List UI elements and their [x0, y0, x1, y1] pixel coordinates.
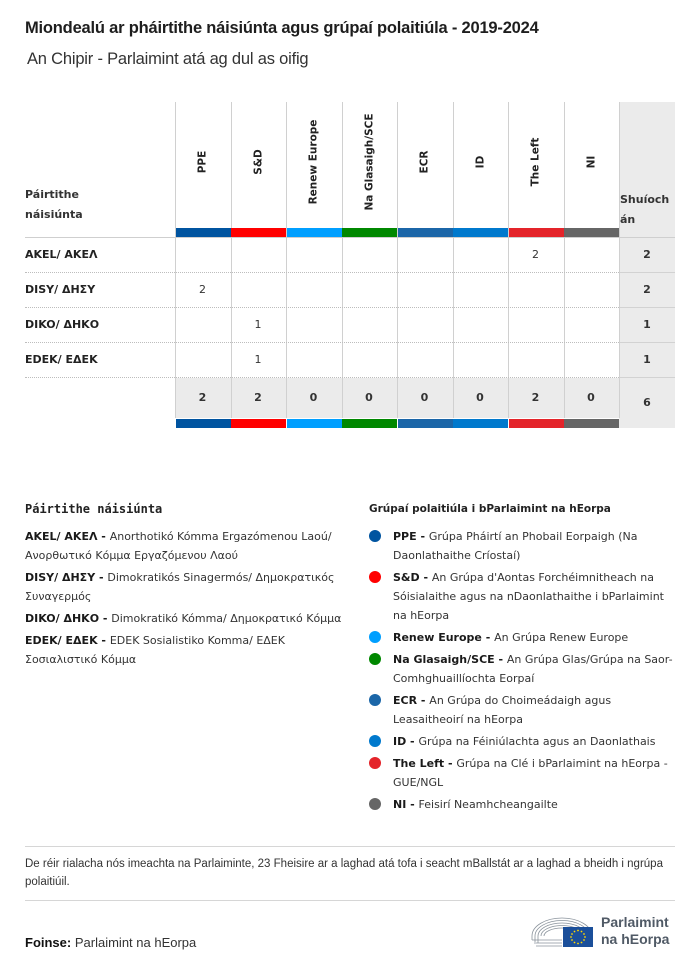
- group-abbr: Na Glasaigh/SCE -: [393, 653, 507, 666]
- column-header-ecr: [397, 102, 453, 222]
- group-description: An Grúpa Glas/Grúpa na Saor-Comhghuaillíochta Eorpaí: [393, 653, 673, 685]
- column-header-label: The Left: [529, 137, 542, 187]
- group-description: An Grúpa do Choimeádaigh agus Leasaitheoirí na hEorpa: [393, 694, 612, 726]
- column-total-cell: 0: [420, 391, 429, 404]
- party-abbr: DIKO/ ΔΗΚΟ -: [25, 612, 112, 625]
- logo-line-1: Parlaimint: [601, 914, 669, 930]
- row-total-cell: 2: [643, 248, 651, 261]
- row-total-cell: 1: [643, 353, 651, 366]
- party-legend-title: Páirtithe náisiúnta: [25, 502, 163, 516]
- group-color-bar-bottom: [342, 419, 397, 428]
- group-description: Grúpa na Clé i bParlaimint na hEorpa - GUE/NGL: [393, 757, 668, 789]
- party-description: Dimokratikós Sinagermós/ Δημοκρατικός Συναγερμός: [25, 571, 335, 603]
- party-abbr: DISY/ ΔΗΣΥ -: [25, 571, 108, 584]
- row-divider: [25, 342, 619, 343]
- column-header-label: NI: [585, 155, 598, 169]
- group-color-bar-bottom: [398, 419, 453, 428]
- table-cell: 1: [254, 318, 262, 331]
- group-legend-title: Grúpaí polaitiúla i bParlaimint na hEorpa: [369, 503, 611, 515]
- group-abbr: NI -: [393, 798, 419, 811]
- header-rule: [25, 237, 675, 238]
- group-color-dot-icon: [369, 757, 381, 769]
- group-legend-item: [369, 628, 679, 647]
- group-legend-item: [369, 795, 679, 814]
- group-color-bar-top: [287, 228, 342, 237]
- row-party-label: EDEK/ ΕΔΕΚ: [25, 353, 98, 366]
- table-cell: 2: [199, 283, 206, 296]
- source-label: Foinse:: [25, 935, 72, 950]
- group-color-bar-top: [564, 228, 619, 237]
- divider: [25, 900, 675, 901]
- row-total-cell: 1: [643, 318, 651, 331]
- column-header-s&d: [231, 102, 287, 222]
- column-total-cell: 2: [198, 391, 207, 404]
- party-abbr: AKEL/ ΑΚΕΛ -: [25, 530, 110, 543]
- total-row-divider: [619, 377, 675, 378]
- party-legend-item: [25, 527, 345, 565]
- group-description: Grúpa na Féiniúlachta agus an Daonlathais: [418, 735, 656, 748]
- group-legend-item: [369, 732, 679, 751]
- group-legend: [369, 527, 679, 817]
- column-header-label: S&D: [252, 149, 265, 175]
- total-column-background: [619, 102, 675, 428]
- group-color-bar-bottom: [509, 419, 564, 428]
- column-total-cell: 0: [476, 391, 484, 404]
- group-legend-item: [369, 650, 679, 688]
- group-color-bar-bottom: [453, 419, 508, 428]
- row-divider: [25, 272, 619, 273]
- column-header-ni: [564, 102, 620, 222]
- group-abbr: S&D -: [393, 571, 432, 584]
- group-color-dot-icon: [369, 631, 381, 643]
- group-description: Grúpa Pháirtí an Phobail Eorpaigh (Na Daonlathaithe Críostaí): [393, 530, 638, 562]
- logo-text: [601, 914, 669, 948]
- column-header-id: [453, 102, 509, 222]
- row-header-label: Páirtithe náisiúnta: [25, 188, 83, 221]
- group-description: An Grúpa Renew Europe: [494, 631, 629, 644]
- party-legend-item: [25, 568, 345, 606]
- source-value: Parlaimint na hEorpa: [74, 935, 197, 950]
- total-row-divider: [619, 342, 675, 343]
- group-color-bar-bottom: [176, 419, 231, 428]
- group-color-dot-icon: [369, 571, 381, 583]
- total-header-label: Shuíochán: [620, 193, 670, 226]
- column-header-label: PPE: [196, 150, 209, 174]
- group-abbr: ECR -: [393, 694, 430, 707]
- chart-subtitle: An Chipir - Parlaimint atá ag dul as oifig: [27, 50, 309, 68]
- group-legend-item: [369, 568, 679, 625]
- party-description: Dimokratikó Kómma/ Δημοκρατικό Κόμμα: [111, 612, 342, 625]
- group-color-bar-top: [342, 228, 397, 237]
- column-total-cell: 0: [587, 391, 595, 404]
- row-party-label: AKEL/ ΑΚΕΛ: [25, 248, 98, 261]
- grand-total-cell: 6: [643, 396, 651, 409]
- column-total-cell: 0: [365, 391, 373, 404]
- party-description: Anorthotikó Kómma Ergazómenou Laoú/ Ανορθωτικό Κόμμα Εργαζόμενου Λαού: [25, 530, 332, 562]
- seat-breakdown-table: [0, 0, 700, 440]
- group-color-bar-top: [509, 228, 564, 237]
- group-abbr: PPE -: [393, 530, 429, 543]
- group-color-bar-bottom: [564, 419, 619, 428]
- chart-title: Miondealú ar pháirtithe náisiúnta agus grúpaí polaitiúla - 2019-2024: [25, 19, 539, 37]
- divider: [25, 846, 675, 847]
- group-legend-item: [369, 527, 679, 565]
- table-cell: 2: [532, 248, 539, 261]
- group-legend-item: [369, 691, 679, 729]
- total-row-divider: [619, 272, 675, 273]
- group-description: An Grúpa d'Aontas Forchéimnitheach na Sóisialaithe agus na nDaonlathaithe i bParlaimint na hEorpa: [393, 571, 664, 622]
- group-description: Feisirí Neamhcheangailte: [418, 798, 558, 811]
- group-abbr: The Left -: [393, 757, 457, 770]
- column-header-label: Renew Europe: [307, 119, 320, 205]
- column-total-cell: 2: [531, 391, 540, 404]
- group-color-bar-bottom: [287, 419, 342, 428]
- row-party-label: DIKO/ ΔΗΚΟ: [25, 318, 100, 331]
- column-total-cell: 2: [254, 391, 262, 404]
- row-total-cell: 2: [643, 283, 651, 296]
- group-color-dot-icon: [369, 735, 381, 747]
- party-legend: [25, 527, 345, 672]
- group-color-dot-icon: [369, 798, 381, 810]
- source-line: [25, 935, 196, 950]
- column-header-ppe: [175, 102, 231, 222]
- group-color-bar-top: [453, 228, 508, 237]
- column-header-label: ID: [474, 155, 487, 169]
- group-legend-item: [369, 754, 679, 792]
- footnote: De réir rialacha nós imeachta na Parlaiminte, 23 Fheisire ar a laghad atá tofa i seacht mBallstát ar a laghad a bheidh i ngrúpa polaitiúil.: [25, 858, 663, 888]
- party-legend-item: [25, 631, 345, 669]
- group-abbr: Renew Europe -: [393, 631, 495, 644]
- party-description: EDEK Sosialistiko Komma/ ΕΔΕΚ Σοσιαλιστικό Κόμμα: [25, 634, 285, 666]
- row-divider: [25, 307, 619, 308]
- group-color-dot-icon: [369, 694, 381, 706]
- group-abbr: ID -: [393, 735, 419, 748]
- column-header-left: [508, 102, 564, 222]
- table-cell: 1: [254, 353, 262, 366]
- column-header-renew: [286, 102, 342, 222]
- group-color-dot-icon: [369, 653, 381, 665]
- row-party-label: DISY/ ΔΗΣΥ: [25, 283, 96, 296]
- group-color-dot-icon: [369, 530, 381, 542]
- group-color-bar-top: [176, 228, 231, 237]
- party-abbr: EDEK/ ΕΔΕΚ -: [25, 634, 110, 647]
- logo-line-2: na hEorpa: [601, 931, 670, 947]
- group-color-bar-bottom: [231, 419, 286, 428]
- column-header-label: ECR: [418, 150, 431, 174]
- party-legend-item: [25, 609, 345, 628]
- column-header-label: Na Glasaigh/SCE: [363, 113, 376, 211]
- column-total-cell: 0: [309, 391, 318, 404]
- total-row-divider: [619, 307, 675, 308]
- row-divider: [25, 377, 619, 378]
- group-color-bar-top: [398, 228, 453, 237]
- column-header-greens: [342, 102, 398, 222]
- group-color-bar-top: [231, 228, 286, 237]
